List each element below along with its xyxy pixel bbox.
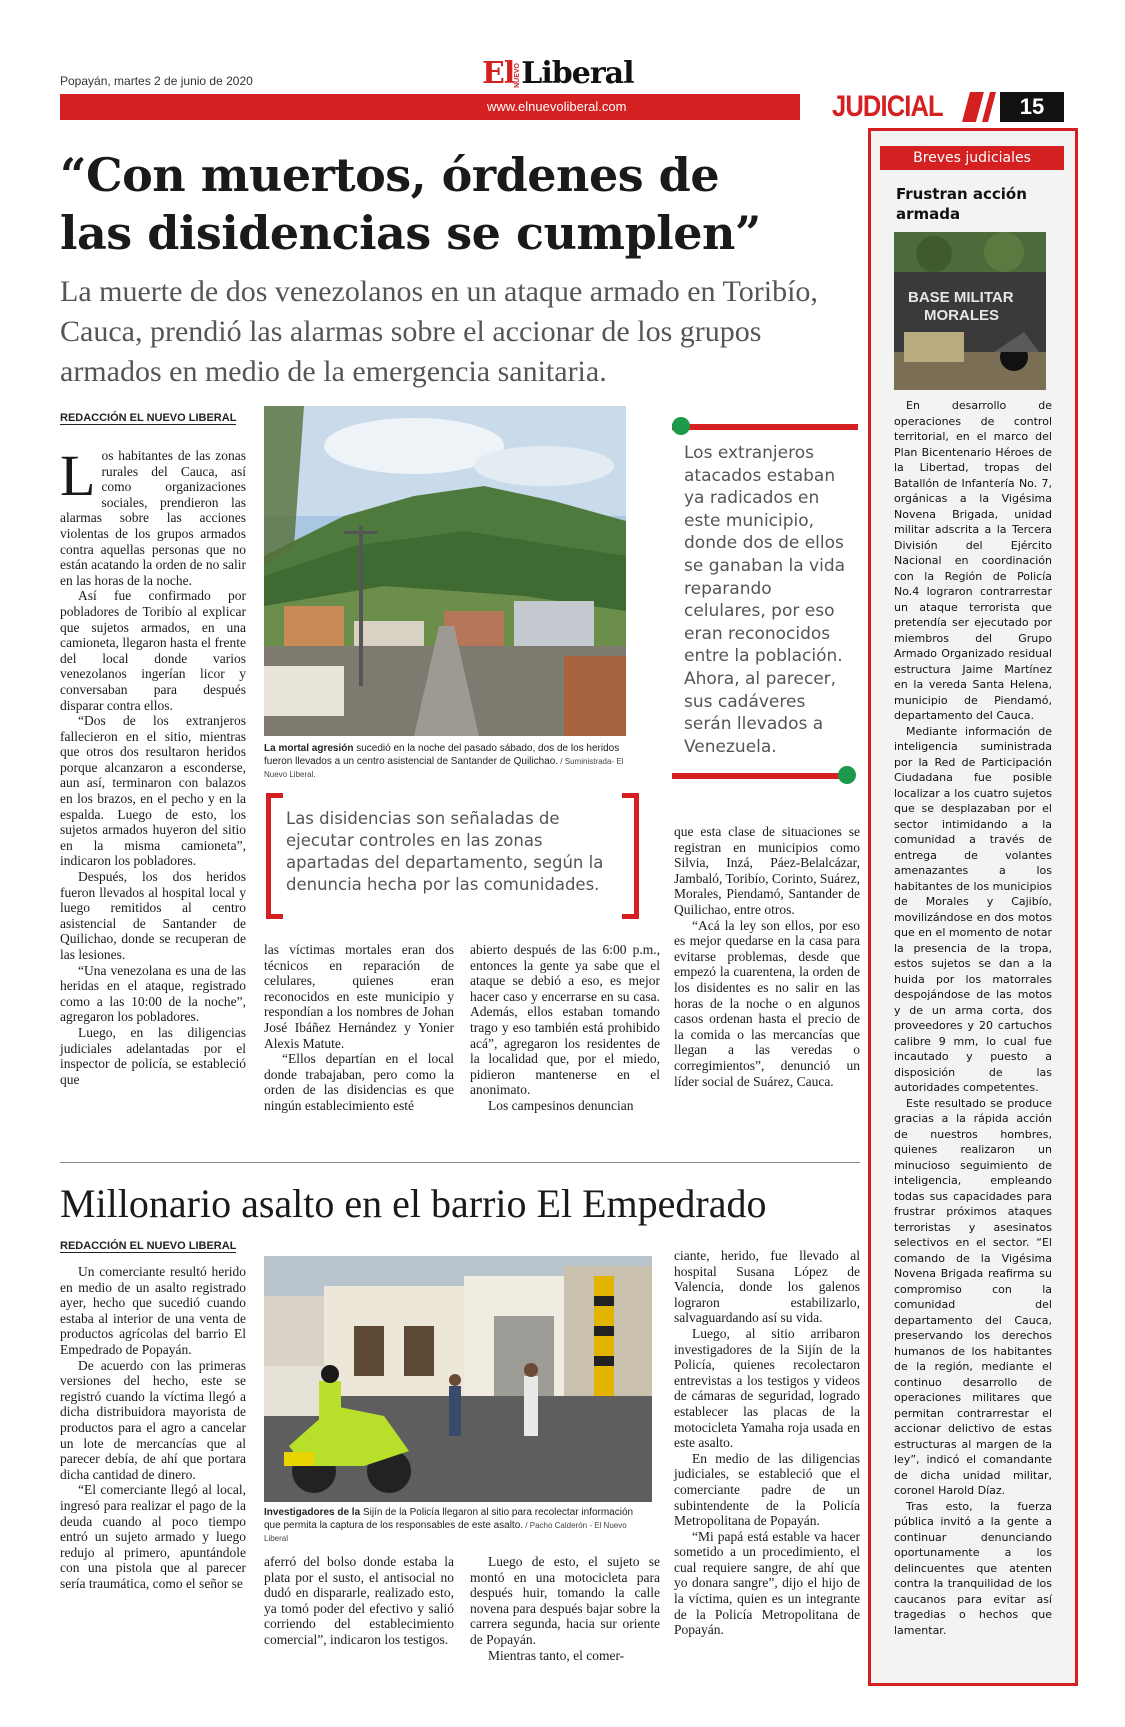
- article2-col1: [60, 1264, 246, 1591]
- article1-headline: “Con muertos, órdenes de las disidencias se cumplen”: [60, 148, 761, 260]
- logo-liberal: Liberal: [521, 56, 634, 91]
- dropcap: L: [60, 443, 96, 508]
- website-url[interactable]: www.elnuevoliberal.com: [487, 99, 627, 114]
- paragraph: De acuerdo con las primeras versiones del hecho, este se registró cuando la víctima llegó a dicha distribuidora mayorista de productos para el agro a cancelar un lote de mercancías que al parecer debía, de ahí que portara dicha cantidad de dinero.: [60, 1357, 246, 1482]
- green-dot: [672, 417, 690, 435]
- article1-col4: [674, 824, 860, 1089]
- newspaper-logo: [482, 56, 633, 91]
- page-number: 15: [1000, 92, 1064, 122]
- green-dot: [838, 766, 856, 784]
- article2-byline: REDACCIÓN EL NUEVO LIBERAL: [60, 1240, 237, 1252]
- sidebar-body: [894, 398, 1052, 1638]
- article1-pullquote: Los extranjeros atacados estaban ya radicados en este municipio, donde dos de ellos se ganaban la vida reparando celulares, por eso eran reconocidos entre la población. Ahora, al parecer, sus cadáveres serán llevados a Venezuela.: [684, 443, 846, 757]
- article2-caption: [264, 1506, 652, 1545]
- article1-col3: [470, 942, 660, 1114]
- paragraph: Después, los dos heridos fueron llevados al hospital local y luego remitidos al centro asistencial de Santander de Quilichao, donde se recuperan de las lesiones.: [60, 869, 246, 962]
- paragraph: aferró del bolso donde estaba la plata por el susto, el antisocial no dudó en dispararle, realizado esto, ya tomó poder del efectivo y salió corriendo del establecimiento comercial”, indicaron los testigos.: [264, 1554, 454, 1647]
- caption-text: Sijín de la Policía llegaron al sitio para recolectar información que permita la captura de los responsables de este asalto.: [264, 1507, 634, 1531]
- paragraph: “Dos de los extranjeros fallecieron en el sitio, mientras que otros dos resultaron heridos porque alcanzaron a esconderse, aun así, terminaron con balazos en los brazos, en el pecho y en la espalda. Luego de esto, los sujetos armados huyeron del sitio en la misma camioneta”, indicaron los pobladores.: [60, 713, 246, 869]
- caption-lead: La mortal agresión: [264, 743, 354, 754]
- paragraph: Un comerciante resultó herido en medio de un asalto registrado ayer, hecho que sucedió cuando estaba al interior de una venta de productos agrícolas del barrio El Empedrado de Popayán.: [60, 1264, 246, 1357]
- paragraph: Este resultado se produce gracias a la rápida acción de nuestros hombres, quienes realizaron un minucioso seguimiento de inteligencia, empleando todas sus capacidades para frustrar próximos ataques terroristas y asesinatos selectivos en el sector. “El comando de la Vigésima Novena Brigada reafirma su compromiso con la comunidad del departamento del Cauca, preservando los derechos humanos de los habitantes de la región, mediante el continuo desarrollo de operaciones militares que permitan contrarrestar el accionar delictivo de estas estructuras al margen de la ley”, indicó el comandante de dicha unidad militar, coronel Harold Díaz.: [894, 1096, 1052, 1497]
- masthead-bar: [60, 94, 800, 120]
- article1-subhead: La muerte de dos venezolanos en un ataque armado en Toribío, Cauca, prendió las alarmas sobre el accionar de los grupos armados en medio de la emergencia sanitaria.: [60, 275, 818, 388]
- quote-bracket-left: [266, 793, 283, 919]
- paragraph: Luego, en las diligencias judiciales adelantadas por el inspector de policía, se estableció que: [60, 1024, 246, 1087]
- article1-quote-box: Las disidencias son señaladas de ejecutar controles en las zonas apartadas del departamento, según la denuncia hecha por las comunidades.: [286, 809, 604, 894]
- paragraph: Luego, al sitio arribaron investigadores de la Sijín de la Policía, quienes recolectaron entrevistas a los testigos y videos de cámaras de seguridad, logrado establecer las placas de la motocicleta Yamaha roja usada en este asalto.: [674, 1325, 860, 1451]
- article2-col2: [264, 1554, 454, 1648]
- paragraph: En desarrollo de operaciones de control territorial, en el marco del Plan Bicentenario Héroes de la Libertad, tropas del Batallón de Infantería No. 7, orgánicas a la Vigésima Novena Brigada, unidad militar adscrita a la Tercera División del Ejército Nacional en coordinación con la Región de Policía No.4 lograron contrarrestar un ataque terrorista que pretendía ser ejecutado por miembros del Grupo Armado Organizado residual estructura Jaime Martínez en la vereda Santa Helena, municipio de Piendamó, departamento del Cauca.: [894, 399, 1052, 722]
- sidebar-photo: [894, 232, 1046, 390]
- paragraph: Así fue confirmado por pobladores de Toribío al explicar que sujetos armados, en una camioneta, llegaron hasta el frente del local donde varios venezolanos ingerían licor y conversaban para después disparar contra ellos.: [60, 588, 246, 713]
- article2-col3: [470, 1554, 660, 1663]
- paragraph: En medio de las diligencias judiciales, se estableció que el comerciante padre de un subintendente de la Policía Metropolitana de Popayán.: [674, 1450, 860, 1529]
- paragraph: Luego de esto, el sujeto se montó en una motocicleta para después huir, tomando la calle novena para después bajar sobre la carrera segunda, hacia sur oriente de Popayán.: [470, 1554, 660, 1647]
- paragraph: ciante, herido, fue llevado al hospital Susana López de Valencia, donde los galenos lograron estabilizarlo, salvaguardando así su vida.: [674, 1248, 860, 1326]
- paragraph: que esta clase de situaciones se registran en municipios como Silvia, Inzá, Páez-Belalcázar, Jambaló, Toribío, Corinto, Suárez, Morales, Piendamó, Santander de Quilichao, entre otros.: [674, 824, 860, 917]
- dateline: Popayán, martes 2 de junio de 2020: [60, 74, 253, 88]
- paragraph: las víctimas mortales eran dos técnicos en reparación de celulares, quienes eran reconocidos en este municipio y respondían a los nombres de Johan José Ibáñez Hernández y Yonier Alexis Matute.: [264, 942, 454, 1051]
- caption-text: sucedió en la noche del pasado sábado, dos de los heridos fueron llevados a un centro asistencial de Santander de Quilichao.: [264, 743, 620, 767]
- pullquote-bottom-rule: [672, 773, 848, 779]
- paragraph: “Acá la ley son ellos, por eso es mejor quedarse en la casa para evitarse problemas, desde que empezó la cuarentena, la orden de los disidentes es no salir en las horas de la noche o en algunos casos ordenan hasta el precio de la comida o las mercancías que llegan a las veredas o corregimientos”, denunció un líder social de Suárez, Cauca.: [674, 917, 860, 1089]
- section-title: JUDICIAL: [832, 90, 943, 123]
- article-divider: [60, 1162, 860, 1163]
- sidebar-header: Breves judiciales: [880, 146, 1064, 170]
- paragraph: “Una venezolana es una de las heridas en el ataque, registrado como a las 10:00 de la noche”, agregaron los pobladores.: [60, 962, 246, 1025]
- article2-photo: [264, 1256, 652, 1502]
- paragraph: Tras esto, la fuerza pública invitó a la gente a continuar denunciando oportunamente a los delincuentes que atenten contra la tranquilidad de los caucanos para evitar así tragedias o hechos que lamentar.: [894, 1499, 1052, 1637]
- article1-byline: REDACCIÓN EL NUEVO LIBERAL: [60, 412, 237, 424]
- paragraph: os habitantes de las zonas rurales del Cauca, así como organizaciones sociales, prendieron las alarmas sobre las acciones violentas de los grupos armados contra aquellas personas que no están acatando la orden de no salir en las horas de la noche.: [60, 448, 246, 588]
- article2-col4: [674, 1248, 860, 1638]
- quote-bracket-right: [622, 793, 639, 919]
- paragraph: “El comerciante llegó al local, ingresó para realizar el pago de la deuda cuando al poco tiempo entró un sujeto armado y luego redujo al primero, apuntándole con una pistola que al parecer sería traumática, como el señor se: [60, 1482, 246, 1591]
- logo-nuevo: NUEVO: [514, 62, 522, 88]
- article1-col2: [264, 942, 454, 1114]
- caption-credit: / Pacho Calderón - El Nuevo Liberal: [264, 1521, 627, 1543]
- caption-lead: Investigadores de la: [264, 1507, 361, 1518]
- article1-photo: [264, 406, 626, 736]
- paragraph: Mediante información de inteligencia suministrada por la Red de Participación Ciudadana fue posible localizar a los cuatro sujetos que se desplazaban por el sector intimidando a la comunidad a través de entrega de volantes amenazantes a los habitantes de los municipios de Morales y Cajibío, movilizándose en dos motos que en el momento de notar la presencia de la tropa, estos sujetos se dan a la huida por los matorrales despojándose de las motos y de un arma corta, dos proveedores y 20 cartuchos calibre 9 mm, lo cual fue incautado y puesto a disposición de las autoridades competentes.: [894, 724, 1052, 1094]
- article1-caption: [264, 742, 626, 781]
- logo-el: El: [482, 56, 515, 91]
- paragraph: “Mi papá está estable va hacer sometido a un procedimiento, el cual requiere sangre, de ahí que yo donara sangre”, dijo el hijo de la víctima, quien es un integrante de la Policía Metropolitana de Popayán.: [674, 1528, 860, 1638]
- caption-credit: / Suministrada- El Nuevo Liberal.: [264, 757, 624, 779]
- sidebar-title: Frustran acción armada: [896, 185, 1027, 223]
- paragraph: Mientras tanto, el comer-: [488, 1647, 625, 1663]
- paragraph: abierto después de las 6:00 p.m., entonces la gente ya sabe que el ataque se debió a eso, es mejor hacer caso y encerrarse en su casa. Además, ellos estaban tomando trago y eso también está prohibido acá”, agregaron los residentes de la localidad que, por el miedo, pidieron mantenerse en el anonimato.: [470, 942, 660, 1098]
- paragraph: Los campesinos denuncian: [488, 1097, 634, 1113]
- pullquote-top-rule: [672, 424, 858, 430]
- base-sign: BASE MILITAR MORALES: [908, 289, 1014, 324]
- paragraph: “Ellos departían en el local donde trabajaban, pero como la orden de las disidencias es que ningún establecimiento esté: [264, 1051, 454, 1113]
- article1-col1: [60, 443, 246, 1087]
- article2-headline: Millonario asalto en el barrio El Empedrado: [60, 1181, 767, 1226]
